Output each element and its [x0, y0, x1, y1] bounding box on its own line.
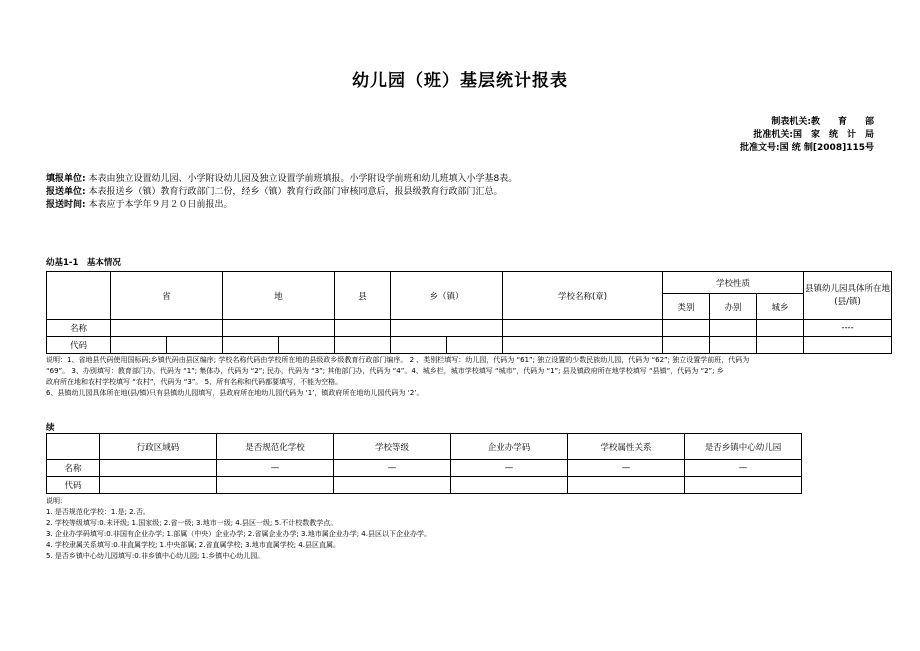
- meta-line-2: 批准机关:国 家 统 计 局: [753, 130, 874, 140]
- cell: [447, 337, 503, 354]
- header-county: 县: [335, 272, 391, 320]
- notes-continued: [46, 496, 431, 562]
- header-standardized: 是否规范化学校: [217, 434, 334, 460]
- table-row: [47, 320, 892, 337]
- row-label-code: 代码: [47, 477, 100, 494]
- table-row: [47, 477, 802, 494]
- cell: [223, 337, 279, 354]
- cell: [757, 320, 804, 337]
- header-province: 省: [111, 272, 223, 320]
- cell: [335, 337, 391, 354]
- table-row: [47, 460, 802, 477]
- cell: [685, 477, 802, 494]
- note-line: 政府所在地和农村学校填写 “农村”，代码为 “3”。 5、所有名称和代码都要填写，不能为空格。: [46, 378, 343, 386]
- section-title-basic: 幼基1-1 基本情况: [46, 258, 121, 268]
- cell: [804, 337, 892, 354]
- cell: [391, 320, 503, 337]
- cell: [503, 337, 663, 354]
- cell: [167, 337, 223, 354]
- header-category: 类别: [663, 294, 710, 320]
- note-line: 说明：1、省地县代码使用国标码;乡镇代码由县区编序; 学校名称代码由学校所在地的县级政乡级教育行政部门编序。 2 、类别栏填写：幼儿园，代码为 “61”; 独立设置的少数民族幼儿园，代码为 “62”; 独立设置学前班，代码为: [46, 356, 750, 364]
- cell: [111, 320, 223, 337]
- meta-line-1: 制表机关:教 育 部: [771, 117, 874, 127]
- continued-table: [46, 433, 802, 494]
- header-school-grade: 学校等级: [334, 434, 451, 460]
- section-title-continued: 续: [46, 423, 55, 433]
- cell: [100, 460, 217, 477]
- cell: [217, 477, 334, 494]
- fill-unit: 填报单位: 本表由独立设置幼儿园、小学附设幼儿园及独立设置学前班填报。小学附设学前班和幼儿班填入小学基8表。: [46, 174, 518, 184]
- header-admin-code: 行政区域码: [100, 434, 217, 460]
- cell: [663, 337, 710, 354]
- dash-cell: —: [217, 460, 334, 477]
- cell: [223, 320, 335, 337]
- page-title: 幼儿园（班）基层统计报表: [352, 71, 568, 91]
- header-center-kindergarten: 是否乡镇中心幼儿园: [685, 434, 802, 460]
- blank-header-cell: [47, 434, 100, 460]
- dash-cell: —: [685, 460, 802, 477]
- header-township: 乡（镇）: [391, 272, 503, 320]
- header-location: 县镇幼儿园具体所在地(县/镇): [804, 272, 892, 320]
- cell: [710, 337, 757, 354]
- header-school-name: 学校名称(章): [503, 272, 663, 320]
- dash-cell: —: [334, 460, 451, 477]
- cell: [335, 320, 391, 337]
- note-line: 说明:: [46, 497, 63, 505]
- note-line: 1. 是否规范化学校：1.是; 2.否。: [46, 508, 150, 516]
- header-urban-rural: 城乡: [757, 294, 804, 320]
- basic-info-table: [46, 271, 892, 354]
- header-enterprise-code: 企业办学码: [451, 434, 568, 460]
- meta-line-3: 批准文号:国 统 制[2008]115号: [740, 143, 874, 153]
- notes-basic: [46, 355, 749, 399]
- cell: [111, 337, 167, 354]
- blank-header-cell: [47, 272, 111, 320]
- header-school-nature: 学校性质: [663, 272, 804, 294]
- cell: [503, 320, 663, 337]
- note-line: 3. 企业办学码填写:0.非国有企业办学; 1.部属（中央）企业办学; 2.省属企业办学; 3.地市属企业办学; 4.县区以下企业办学。: [46, 530, 431, 538]
- cell: [279, 337, 335, 354]
- header-prefecture: 地: [223, 272, 335, 320]
- cell: [663, 320, 710, 337]
- cell: [710, 320, 757, 337]
- cell: [391, 337, 447, 354]
- note-line: 5. 是否乡镇中心幼儿园填写:0.非乡镇中心幼儿园; 1.乡镇中心幼儿园。: [46, 552, 265, 560]
- note-line: 2. 学校等级填写:0.未评级; 1.国家级; 2.省一级; 3.地市一级; 4.县区一级; 5.不计校数教学点。: [46, 519, 338, 527]
- submit-time: 报送时间: 本表应于本学年９月２０日前报出。: [46, 200, 233, 210]
- header-affiliation: 学校属性关系: [568, 434, 685, 460]
- location-dash-cell: ----: [804, 320, 892, 337]
- cell: [100, 477, 217, 494]
- row-label-name: 名称: [47, 460, 100, 477]
- cell: [334, 477, 451, 494]
- note-line: 6、县镇幼儿园具体所在地(县/镇)只有县镇幼儿园填写，县政府所在地幼儿园代码为 ‘1’，镇政府所在地幼儿园代码为 ‘2’。: [46, 389, 424, 397]
- note-line: “69”。 3、办别填写：教育部门办，代码为 “1”; 集体办，代码为 “2”; 民办，代码为 “3”; 其他部门办，代码为 “4”。4、城乡栏，城市学校填写 “城市”，代码为 “1”; 县及镇政府所在地学校填写 “县镇”，代码为 “2”; 乡: [46, 367, 724, 375]
- row-label-name: 名称: [47, 320, 111, 337]
- submit-unit: 报送单位: 本表报送乡（镇）教育行政部门二份，经乡（镇）教育行政部门审核同意后，报县级教育行政部门汇总。: [46, 187, 503, 197]
- cell: [568, 477, 685, 494]
- table-row: [47, 337, 892, 354]
- dash-cell: —: [568, 460, 685, 477]
- row-label-code: 代码: [47, 337, 111, 354]
- cell: [451, 477, 568, 494]
- cell: [757, 337, 804, 354]
- note-line: 4. 学校隶属关系填写:0.非直属学校; 1.中央部属; 2.省直属学校; 3.地市直属学校; 4.县区直属。: [46, 541, 340, 549]
- dash-cell: —: [451, 460, 568, 477]
- header-ownership: 办别: [710, 294, 757, 320]
